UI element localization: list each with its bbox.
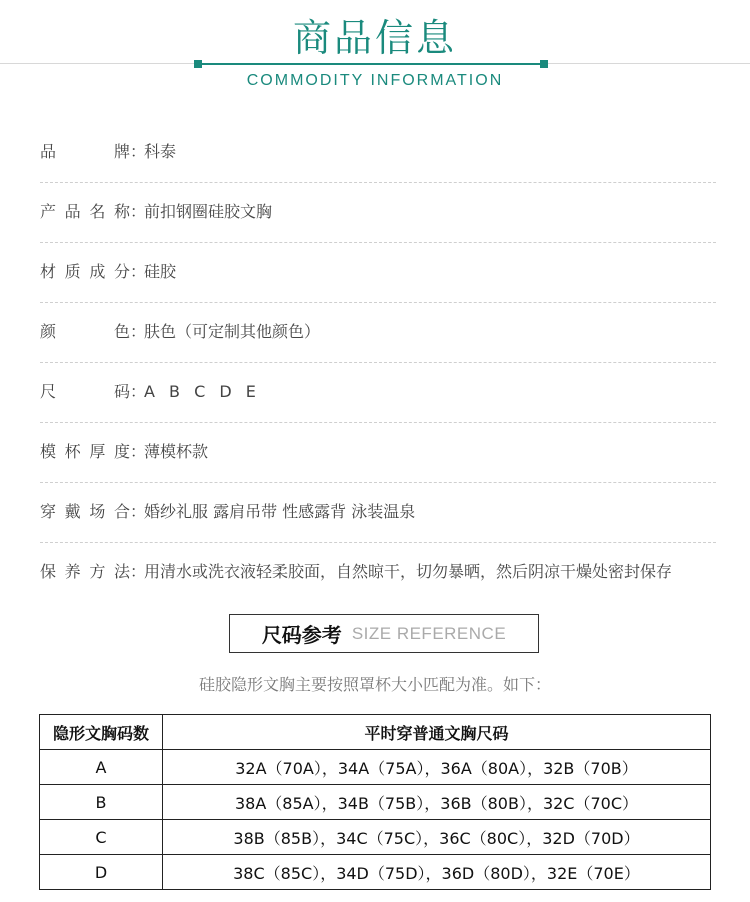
size-reference-heading [229,614,539,653]
spec-row-material [40,242,716,303]
size-reference-title: 尺码参考 [261,623,342,647]
spec-label: 产品名称 [40,202,130,221]
cup-code-cell: B [40,785,163,820]
underline-dot-left [194,60,202,68]
cup-code-cell: C [40,820,163,855]
bra-size-cell: 38B（85B），34C（75C），36C（80C），32D（70D） [163,820,711,855]
spec-value: 婚纱礼服 露肩吊带 性感露背 泳装温泉 [144,502,416,521]
table-row [40,855,711,890]
table-row [40,785,711,820]
size-reference-subtitle: SIZE REFERENCE [351,623,507,643]
spec-row-size [40,362,716,423]
spec-value: 硅胶 [144,262,177,281]
spec-label: 品牌 [40,142,130,161]
size-note: 硅胶隐形文胸主要按照罩杯大小匹配为准。如下： [198,675,551,694]
spec-value: 用清水或洗衣液轻柔胶面，自然晾干，切勿暴晒，然后阴凉干燥处密封保存 [144,562,673,581]
spec-colon: ： [130,562,147,581]
cup-code-cell: D [40,855,163,890]
spec-colon: ： [130,502,147,521]
spec-label: 尺码 [40,382,130,401]
section-title: 商品信息 [292,16,457,60]
spec-value: 薄模杯款 [144,442,209,461]
spec-colon: ： [130,382,147,401]
spec-label: 材质成分 [40,262,130,281]
spec-value: 科泰 [144,142,177,161]
spec-value: 肤色（可定制其他颜色） [144,322,321,341]
spec-colon: ： [130,262,147,281]
spec-row-brand [40,122,716,183]
cup-code-cell: A [40,750,163,785]
bra-size-cell: 38A（85A），34B（75B），36B（80B），32C（70C） [163,785,711,820]
spec-colon: ： [130,442,147,461]
size-table [39,714,711,890]
spec-row-cup-thickness [40,422,716,483]
table-row [40,750,711,785]
spec-colon: ： [130,322,147,341]
spec-colon: ： [130,142,147,161]
spec-colon: ： [130,202,147,221]
bra-size-cell: 38C（85C），34D（75D），36D（80D），32E（70E） [163,855,711,890]
spec-label: 穿戴场合 [40,502,130,521]
section-subtitle: COMMODITY INFORMATION [246,72,504,89]
spec-row-product-name [40,182,716,243]
title-underline [198,63,544,65]
spec-label: 保养方法 [40,562,130,581]
column-header: 平时穿普通文胸尺码 [163,715,711,750]
table-row [40,820,711,855]
spec-label: 模杯厚度 [40,442,130,461]
bra-size-cell: 32A（70A），34A（75A），36A（80A），32B（70B） [163,750,711,785]
column-header: 隐形文胸码数 [40,715,163,750]
underline-dot-right [540,60,548,68]
spec-value: A B C D E [144,382,256,401]
table-header-row [40,715,711,750]
spec-value: 前扣钢圈硅胶文胸 [144,202,273,221]
spec-row-occasion [40,482,716,543]
spec-row-color [40,302,716,363]
spec-row-care [40,542,730,602]
spec-label: 颜色 [40,322,130,341]
